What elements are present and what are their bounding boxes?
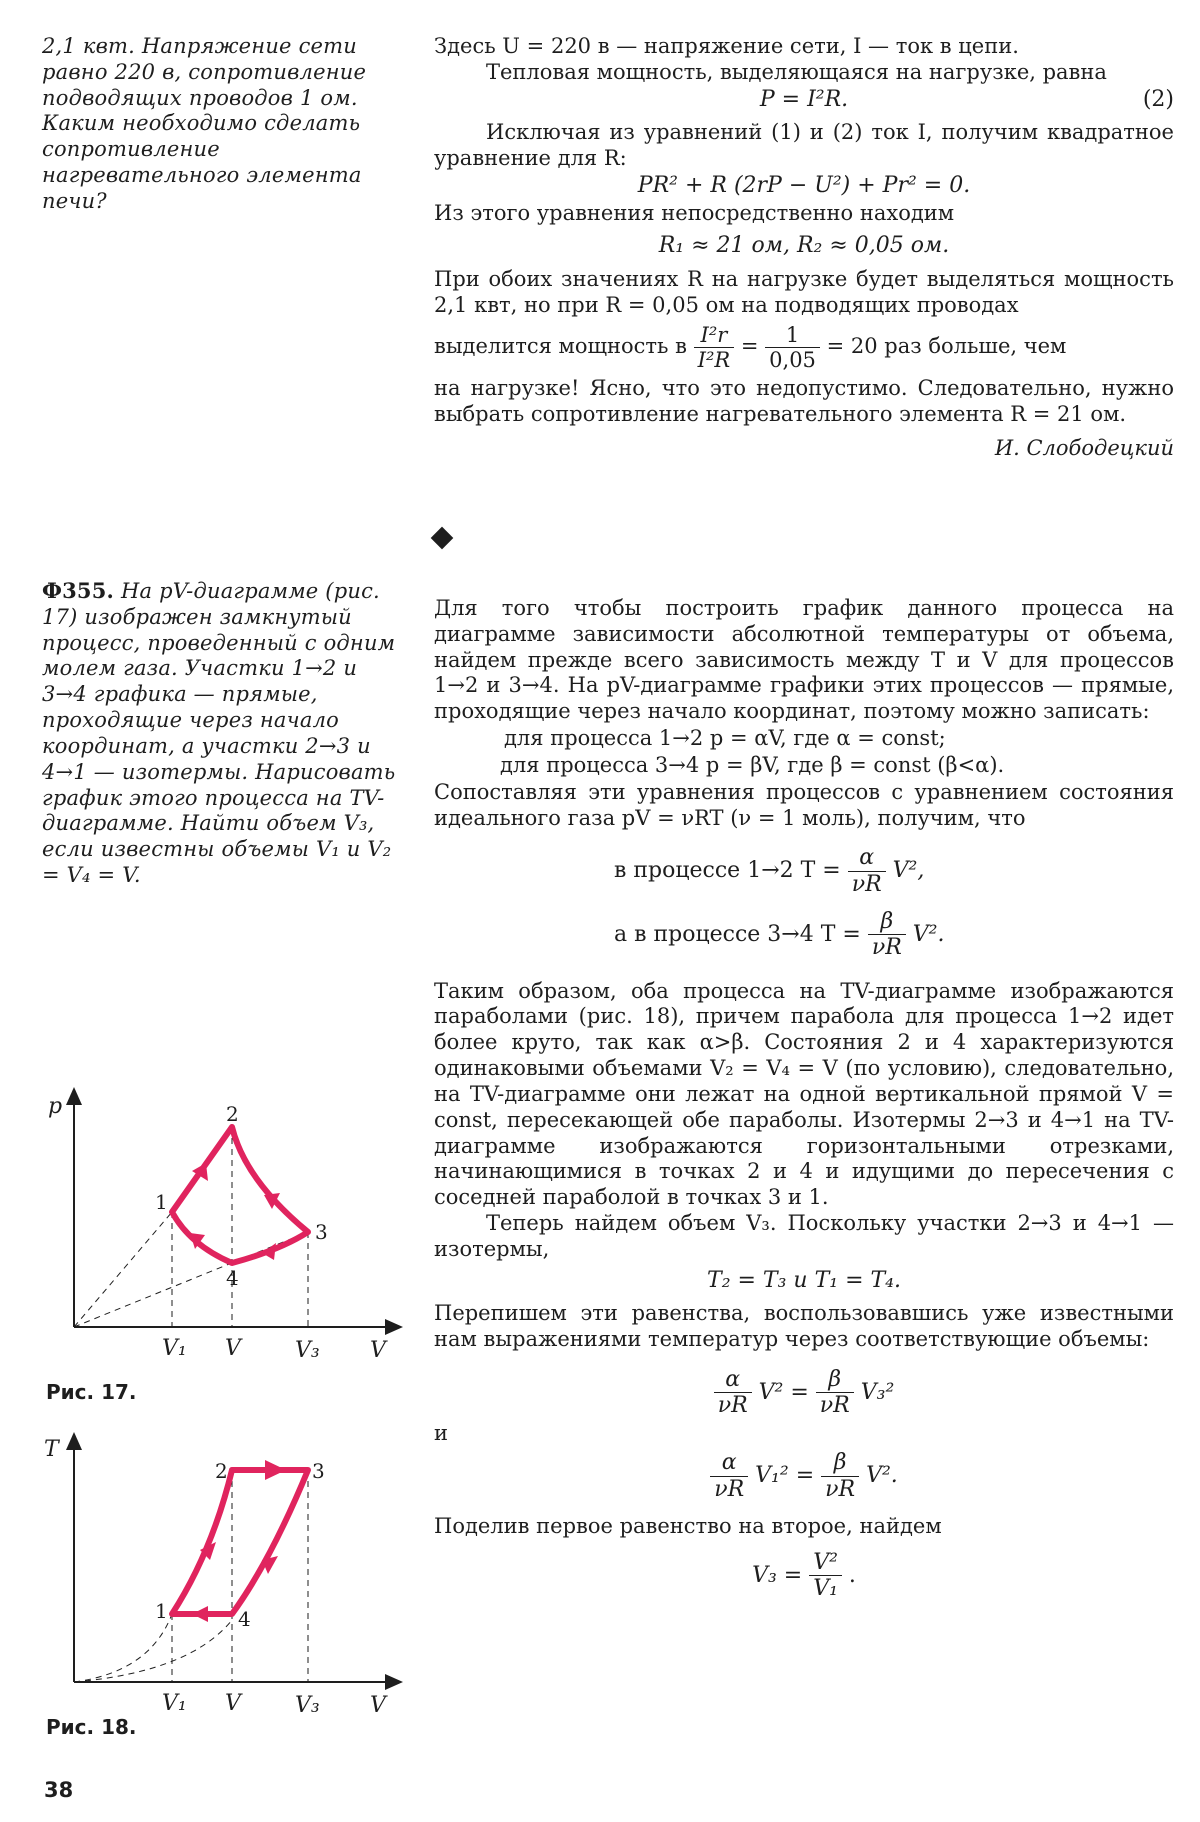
problem-text: На pV-диаграмме (рис. 17) изображен замкнутый процесс, проведенный с одним молем газа. Участки 1→2 и 3→4 графика — прямые, проходящие через начало координат, а участки 2→3 и 4→1 — изотермы. Нарисовать график этого процесса на TV-диаграмме. Найти объем V₃, если известны объемы V₁ и V₂ = V₄ = V.: [42, 579, 396, 888]
point-label-4: 4: [238, 1607, 251, 1631]
cycle-1-2-3-4: [172, 1470, 308, 1614]
solution-prev-p2: Тепловая мощность, выделяющаяся на нагрузке, равна: [486, 59, 1107, 84]
equation-first: $\frac{\alpha}{\nu R}$ V² = $\frac{\beta}{\nu R}$ V₃²: [434, 1367, 1174, 1419]
solution-prev-p1: Здесь U = 220 в — напряжение сети, I — ток в цепи.: [434, 34, 1019, 58]
fraction-beta: $\frac{\beta}{\nu R}$: [868, 909, 906, 961]
equation-roots: R₁ ≈ 21 ом, R₂ ≈ 0,05 ом.: [658, 233, 950, 259]
solution-prev-p3: Исключая из уравнений (1) и (2) ток I, получим квадратное уравнение для R:: [434, 120, 1174, 171]
problem-label: Ф355.: [42, 578, 115, 603]
solution-p4: Теперь найдем объем V₃. Поскольку участки 2→3 и 4→1 — изотермы,: [434, 1211, 1174, 1261]
solution-f355: [434, 596, 1174, 1601]
solution-p6: Поделив первое равенство на второе, найдем: [434, 1513, 942, 1538]
figure-17-caption: Рис. 17.: [46, 1380, 137, 1404]
tick-v3: V₃: [295, 1338, 320, 1363]
problem-f355: [42, 578, 397, 889]
ray-1-2: [74, 1212, 172, 1327]
solution-p3: Таким образом, оба процесса на TV-диаграмме изображаются параболами (рис. 18), причем парабола для процесса 1→2 идет более круто, так как α>β. Состояния 2 и 4 характеризуются одинаковыми объемами V₂ = V₄ = V (по условию), следовательно, на TV-диаграмме они лежат на одной вертикальной прямой V = const, пересекающей обе параболы. Изотермы 2→3 и 4→1 на TV-диаграмме изображаются горизонтальными отрезками, начинающимися в точках 2 и 4 и идущими до пересечения с соседней параболой в точках 3 и 1.: [434, 978, 1174, 1210]
point-label-1: 1: [155, 1599, 168, 1623]
conjunction-and: и: [434, 1420, 448, 1445]
tick-v: V: [225, 1336, 241, 1361]
tick-v1: V₁: [162, 1336, 187, 1361]
solution-prev-p7: на нагрузке! Ясно, что это недопустимо. Следовательно, нужно выбрать сопротивление нагревательного элемента R = 21 ом.: [434, 375, 1174, 426]
fraction-power-ratio: [694, 323, 735, 372]
final-answer: V₃ = $\frac{\text{V²}}{\text{V₁}}$ .: [752, 1549, 856, 1602]
previous-problem-text: 2,1 квт. Напряжение сети равно 220 в, сопротивление подводящих проводов 1 ом. Каким необходимо сделать сопротивление нагревательного элемента печи?: [42, 34, 367, 213]
equation-isotherms: T₂ = T₃ и T₁ = T₄.: [707, 1267, 901, 1293]
section-divider-diamond: [431, 527, 454, 550]
parabola-alpha: [74, 1614, 172, 1682]
author-signature: И. Слободецкий: [994, 435, 1174, 460]
previous-solution: [434, 34, 1174, 460]
formula-process-1-2: в процессе 1→2 T = $\frac{\alpha}{\nu R}$ V²,: [614, 845, 925, 897]
arrow-3-4: [262, 1243, 276, 1260]
fraction-alpha: $\frac{\alpha}{\nu R}$: [848, 845, 886, 897]
formula-process-3-4: а в процессе 3→4 T = $\frac{\beta}{\nu R}$ V².: [614, 908, 945, 961]
fraction-den: I²R: [697, 347, 731, 372]
tick-v3: V₃: [295, 1693, 320, 1718]
equation-2-body: P = I²R.: [759, 86, 849, 112]
arrow-4-1: [192, 1606, 208, 1622]
equation-second: $\frac{\alpha}{\nu R}$ V₁² = $\frac{\beta}{\nu R}$ V².: [434, 1450, 1174, 1502]
figure-18-caption: Рис. 18.: [46, 1715, 137, 1739]
point-label-4: 4: [226, 1266, 239, 1290]
solution-prev-p4: Из этого уравнения непосредственно находим: [434, 200, 955, 225]
point-label-3: 3: [312, 1459, 325, 1483]
process-1-2-line: для процесса 1→2 p = αV, где α = const;: [504, 726, 946, 751]
solution-p2: Сопоставляя эти уравнения процессов с уравнением состояния идеального газа pV = νRT (ν = 1 моль), получим, что: [434, 779, 1174, 830]
solution-prev-p5: При обоих значениях R на нагрузке будет выделяться мощность 2,1 квт, но при R = 0,05 ом на подводящих проводах: [434, 266, 1174, 317]
tick-v: V: [225, 1691, 241, 1716]
point-label-2: 2: [215, 1459, 228, 1483]
y-axis-label: T: [44, 1437, 59, 1462]
power-ratio-line: выделится мощность в $\frac{\text{I²r}}{\text{I²R}}$ = $\frac{1}{0,05}$ = 20 раз больше, чем: [434, 322, 1067, 372]
parabola-beta: [74, 1620, 232, 1682]
process-3-4-line: для процесса 3→4 p = βV, где β = const (β<α).: [500, 753, 1005, 778]
power-ratio-start: выделится мощность в: [434, 333, 687, 358]
cycle-1-2-3-4: [172, 1127, 308, 1263]
tick-v1: V₁: [162, 1691, 187, 1716]
x-axis-label: V: [370, 1693, 386, 1718]
arrow-2-3: [265, 1460, 286, 1480]
equation-2: [434, 86, 1174, 115]
fraction-den: 0,05: [769, 347, 816, 372]
figure-18-tv-diagram: [40, 1432, 410, 1722]
solution-p5: Перепишем эти равенства, воспользовавшись уже известными нам выражениями температур через соответствующие объемы:: [434, 1301, 1174, 1352]
page-number: 38: [44, 1778, 74, 1802]
equation-2-number: (2): [1142, 86, 1174, 112]
point-label-1: 1: [155, 1190, 168, 1214]
fraction-num: I²r: [694, 323, 735, 348]
x-axis-label: V: [370, 1338, 386, 1363]
point-label-3: 3: [315, 1220, 328, 1244]
figure-17-pv-diagram: [40, 1085, 410, 1365]
fraction-num: 1: [765, 323, 820, 348]
power-ratio-end: = 20 раз больше, чем: [826, 333, 1067, 358]
point-label-2: 2: [226, 1102, 239, 1126]
equation-quadratic: PR² + R (2rP − U²) + Pr² = 0.: [637, 172, 971, 198]
y-axis-label: p: [48, 1094, 63, 1119]
solution-p1: Для того чтобы построить график данного процесса на диаграмме зависимости абсолютной температуры от объема, найдем прежде всего зависимость между T и V для процессов 1→2 и 3→4. На pV-диаграмме графики этих процессов — прямые, проходящие через начало координат, поэтому можно записать:: [434, 596, 1174, 724]
fraction-value: [765, 323, 820, 372]
